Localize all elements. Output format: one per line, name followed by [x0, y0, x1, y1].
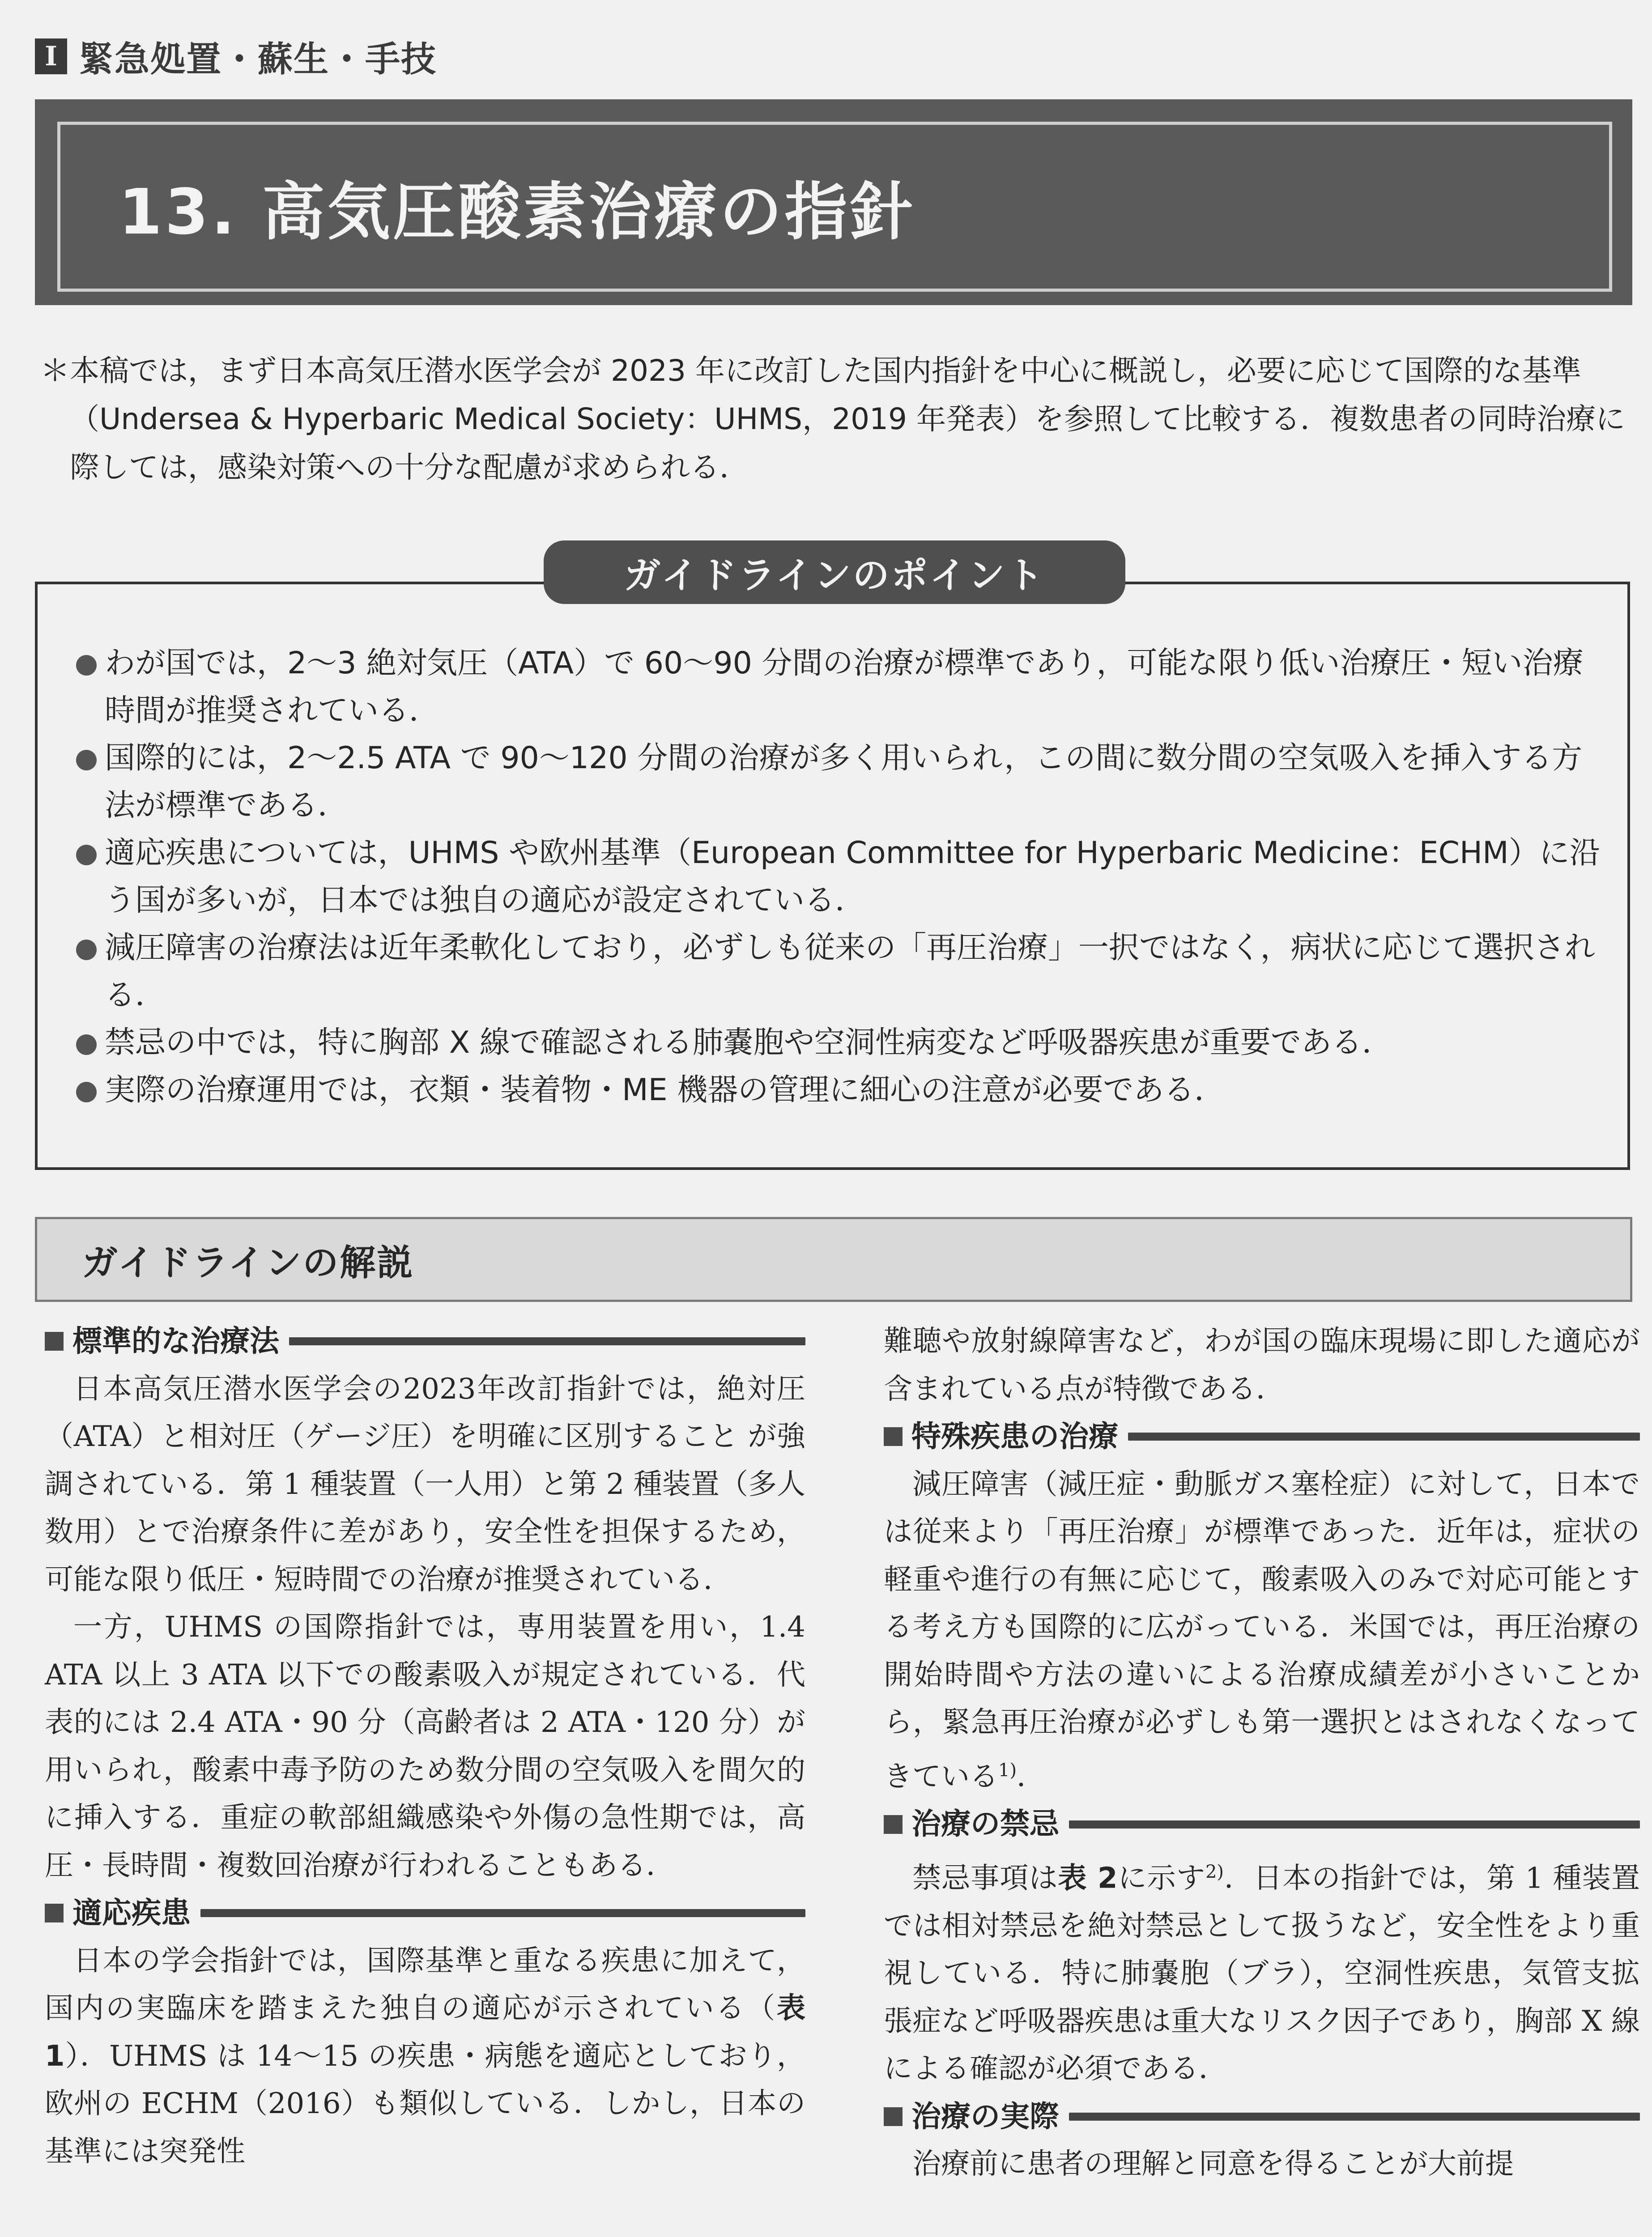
point-item	[76, 735, 1606, 829]
chapter-number: I	[35, 38, 67, 74]
point-item	[76, 924, 1606, 1019]
point-item	[76, 1067, 1606, 1114]
bullet-icon	[76, 750, 97, 770]
square-bullet-icon	[884, 2107, 903, 2126]
section-heading-contraindications: 治療の禁忌	[884, 1800, 1640, 1848]
paragraph: 日本高気圧潜水医学会の2023年改訂指針では，絶対圧（ATA）と相対圧（ゲージ圧）を明確に区別すること が強調されている．第 1 種装置（一人用）と第 2 種装置（多人数用）とで治療条件に差があり，安全性を担保するため，可能な限り低圧・短時間での治療が推奨されている．	[45, 1372, 805, 1596]
square-bullet-icon	[45, 1904, 64, 1922]
heading-rule	[1128, 1433, 1640, 1441]
paragraph: 一方，UHMS の国際指針では，専用装置を用い，1.4 ATA 以上 3 ATA 以下での酸素吸入が規定されている．代表的には 2.4 ATA・90 分（高齢者は 2 ATA・120 分）が用いられ，酸素中毒予防のため数分間の空気吸入を間欠的に挿入する．重症の軟部組織感染や外傷の急性期では，高圧・長時間・複数回治療が行われることもある．	[45, 1611, 805, 1882]
chapter-title: 緊急処置・蘇生・手技	[79, 39, 437, 80]
point-text: 禁忌の中では，特に胸部 X 線で確認される肺嚢胞や空洞性病変など呼吸器疾患が重要である．	[105, 1025, 1392, 1060]
section-heading-indications: 適応疾患	[45, 1889, 805, 1937]
square-bullet-icon	[45, 1332, 64, 1351]
heading-rule	[1069, 1820, 1640, 1829]
section-heading-special: 特殊疾患の治療	[884, 1413, 1640, 1461]
intro-note	[40, 347, 1633, 492]
title-frame	[57, 122, 1612, 292]
point-item	[76, 640, 1606, 735]
square-bullet-icon	[884, 1815, 903, 1834]
point-text: 実際の治療運用では，衣類・装着物・ME 機器の管理に細心の注意が必要である．	[105, 1072, 1225, 1108]
paragraph: 治療前に患者の理解と同意を得ることが大前提	[912, 2148, 1514, 2181]
bullet-icon	[76, 845, 97, 865]
table-2-ref: 表 2	[1058, 1862, 1118, 1895]
section-heading-practice: 治療の実際	[884, 2093, 1640, 2141]
table-1-ref: 表 1	[45, 1992, 805, 2073]
point-item	[76, 829, 1606, 924]
citation-2: 2)	[1205, 1861, 1224, 1882]
square-bullet-icon	[884, 1427, 903, 1446]
asterisk-mark: ＊	[40, 353, 70, 388]
bullet-icon	[76, 655, 97, 676]
guideline-points-list	[76, 640, 1606, 1114]
paragraph: 減圧障害（減圧症・動脈ガス塞栓症）に対して，日本では従来より「再圧治療」が標準であった．近年は，症状の軽重や進行の有無に応じて，酸素吸入のみで対応可能とする考え方も国際的に広がっている．米国では，再圧治療の開始時間や方法の違いによる治療成績差が小さいことから，緊急再圧治療が必ずしも第一選択とはされなくなってきている$^{1)}$．	[884, 1467, 1640, 1793]
point-text: 減圧障害の治療法は近年柔軟化しており，必ずしも従来の「再圧治療」一択ではなく，病状に応じて選択される．	[105, 930, 1595, 1013]
bullet-icon	[76, 1034, 97, 1055]
heading-rule	[289, 1337, 805, 1345]
point-text: 適応疾患については，UHMS や欧州基準（European Committee for Hyperbaric Medicine：ECHM）に沿う国が多いが，日本では独自の適応が設定されている．	[105, 835, 1600, 918]
point-text: 国際的には，2〜2.5 ATA で 90〜120 分間の治療が多く用いられ，この間に数分間の空気吸入を挿入する方法が標準である．	[105, 740, 1583, 823]
bullet-icon	[76, 940, 97, 960]
guideline-points-title: ガイドラインのポイント	[544, 540, 1125, 604]
citation-1: 1)	[998, 1760, 1017, 1781]
bullet-icon	[76, 1082, 97, 1102]
paragraph: 禁忌事項は表 2に示す$^{2)}$．日本の指針では，第 1 種装置では相対禁忌を絶対禁忌として扱うなど，安全性をより重視している．特に肺嚢胞（ブラ），空洞性疾患，気管支拡張症など呼吸器疾患は重大なリスク因子であり，胸部 X 線による確認が必須である．	[884, 1861, 1640, 2086]
heading-rule	[200, 1909, 805, 1917]
chapter-header	[35, 31, 437, 81]
heading-rule	[1069, 2113, 1640, 2121]
point-text: わが国では，2〜3 絶対気圧（ATA）で 60〜90 分間の治療が標準であり，可能な限り低い治療圧・短い治療時間が推奨されている．	[105, 646, 1584, 728]
right-column	[884, 1318, 1640, 2188]
explanation-header: ガイドラインの解説	[35, 1217, 1632, 1302]
paragraph: 日本の学会指針では，国際基準と重なる疾患に加えて，国内の実臨床を踏まえた独自の適応が示されている（表 1）．UHMS は 14〜15 の疾患・病態を適応としており，欧州の ECHM（2016）も類似している．しかし，日本の基準には突発性	[45, 1944, 805, 2168]
intro-text: 本稿では，まず日本高気圧潜水医学会が 2023 年に改訂した国内指針を中心に概説し，必要に応じて国際的な基準（Undersea & Hyperbaric Medical Society：UHMS，2019 年発表）を参照して比較する．複数患者の同時治療に際しては，感染対策への十分な配慮が求められる．	[70, 353, 1626, 485]
page-title: 13. 高気圧酸素治療の指針	[119, 175, 915, 249]
paragraph: 難聴や放射線障害など，わが国の臨床現場に即した適応が含まれている点が特徴である．	[884, 1325, 1640, 1406]
point-item	[76, 1019, 1606, 1067]
title-banner	[35, 99, 1632, 305]
section-heading-standard: 標準的な治療法	[45, 1318, 805, 1365]
left-column	[45, 1318, 805, 2175]
